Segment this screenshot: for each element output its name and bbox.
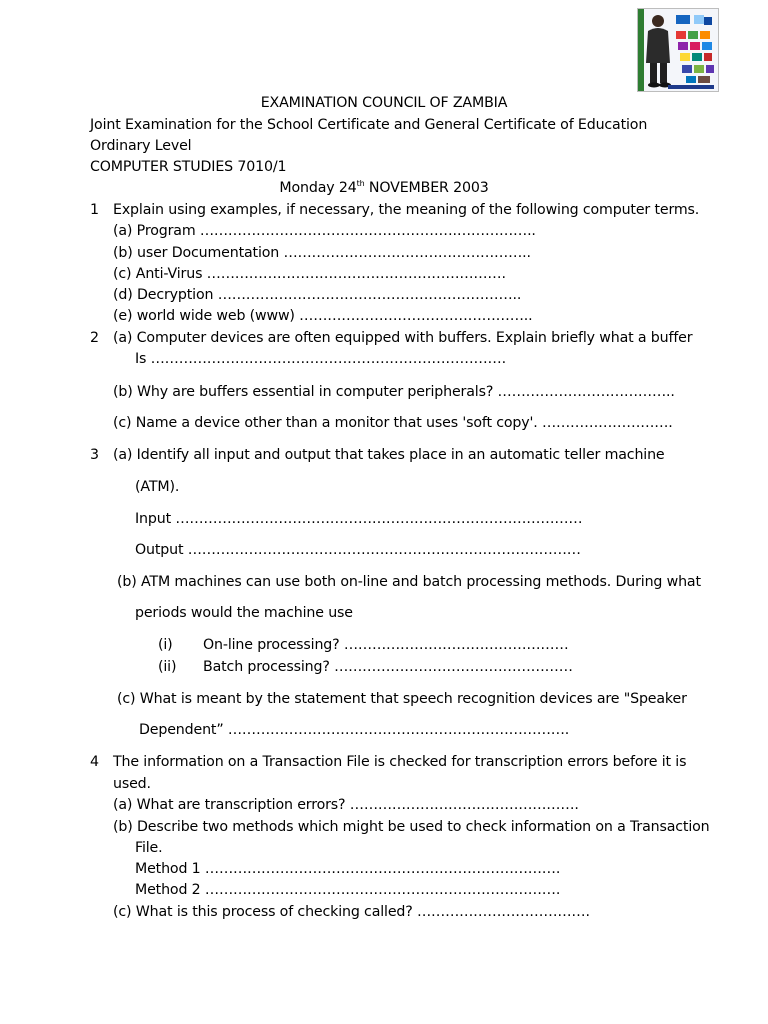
q1-part-e: (e) world wide web (www) ………………………………………….. xyxy=(113,308,533,324)
paper-code: COMPUTER STUDIES 7010/1 xyxy=(90,159,287,175)
question-1-number: 1 xyxy=(90,202,99,218)
q2-part-c: (c) Name a device other than a monitor that uses 'soft copy'. ………………………. xyxy=(113,415,673,431)
q2-part-b: (b) Why are buffers essential in computer peripherals? ……………………………….. xyxy=(113,384,675,400)
q3-b-ii-number: (ii) xyxy=(158,659,177,675)
q4-method-1: Method 1 …………………………………………………………………. xyxy=(135,861,561,877)
teacher-logo-icon xyxy=(637,8,719,92)
question-2-number: 2 xyxy=(90,330,99,346)
q4-part-b-line2: File. xyxy=(135,840,163,856)
q3-b-i-number: (i) xyxy=(158,637,173,653)
q4-part-c: (c) What is this process of checking called? ………………………………. xyxy=(113,904,590,920)
q3-b-ii-text: Batch processing? …………………………………………… xyxy=(203,659,573,675)
q1-part-c: (c) Anti-Virus ………………………………………………………. xyxy=(113,266,506,282)
q3-input-line: Input …………………………………………………………………………… xyxy=(135,511,583,527)
q2-part-a-line1: (a) Computer devices are often equipped with buffers. Explain briefly what a buffer xyxy=(113,330,693,346)
question-3-number: 3 xyxy=(90,447,99,463)
q3-part-a-line2: (ATM). xyxy=(135,479,180,495)
question-1-stem: Explain using examples, if necessary, the meaning of the following computer terms. xyxy=(113,202,700,218)
question-4-number: 4 xyxy=(90,754,99,770)
q3-b-i-text: On-line processing? ………………………………………… xyxy=(203,637,569,653)
level-line: Ordinary Level xyxy=(90,138,192,154)
q3-part-c-line2: Dependent” ………………………………………………………………. xyxy=(139,722,570,738)
q1-part-a: (a) Program ……………………………………………….…………….. xyxy=(113,223,536,239)
q4-part-a: (a) What are transcription errors? …………………………………………. xyxy=(113,797,579,813)
q1-part-d: (d) Decryption ……………………………………………………….. xyxy=(113,287,522,303)
q3-part-b-line1: (b) ATM machines can use both on-line and batch processing methods. During what xyxy=(117,574,701,590)
council-title: EXAMINATION COUNCIL OF ZAMBIA xyxy=(260,95,508,111)
joint-exam-line: Joint Examination for the School Certificate and General Certificate of Education xyxy=(90,117,648,133)
q3-part-b-line2: periods would the machine use xyxy=(135,605,353,621)
q4-part-b-line1: (b) Describe two methods which might be used to check information on a Transaction xyxy=(113,819,710,835)
exam-date: Monday 24th NOVEMBER 2003 xyxy=(279,179,489,196)
q3-part-a-line1: (a) Identify all input and output that takes place in an automatic teller machine xyxy=(113,447,665,463)
question-4-stem-line2: used. xyxy=(113,776,151,792)
q2-part-a-line2: Is …………………………………………………………………. xyxy=(135,351,506,367)
q3-part-c-line1: (c) What is meant by the statement that speech recognition devices are "Speaker xyxy=(117,691,687,707)
q4-method-2: Method 2 …………………………………………………………………. xyxy=(135,882,561,898)
q3-output-line: Output ………………………………………………………………………… xyxy=(135,542,581,558)
question-4-stem-line1: The information on a Transaction File is checked for transcription errors before it is xyxy=(113,754,687,770)
q1-part-b: (b) user Documentation …………………………………………….. xyxy=(113,245,531,261)
